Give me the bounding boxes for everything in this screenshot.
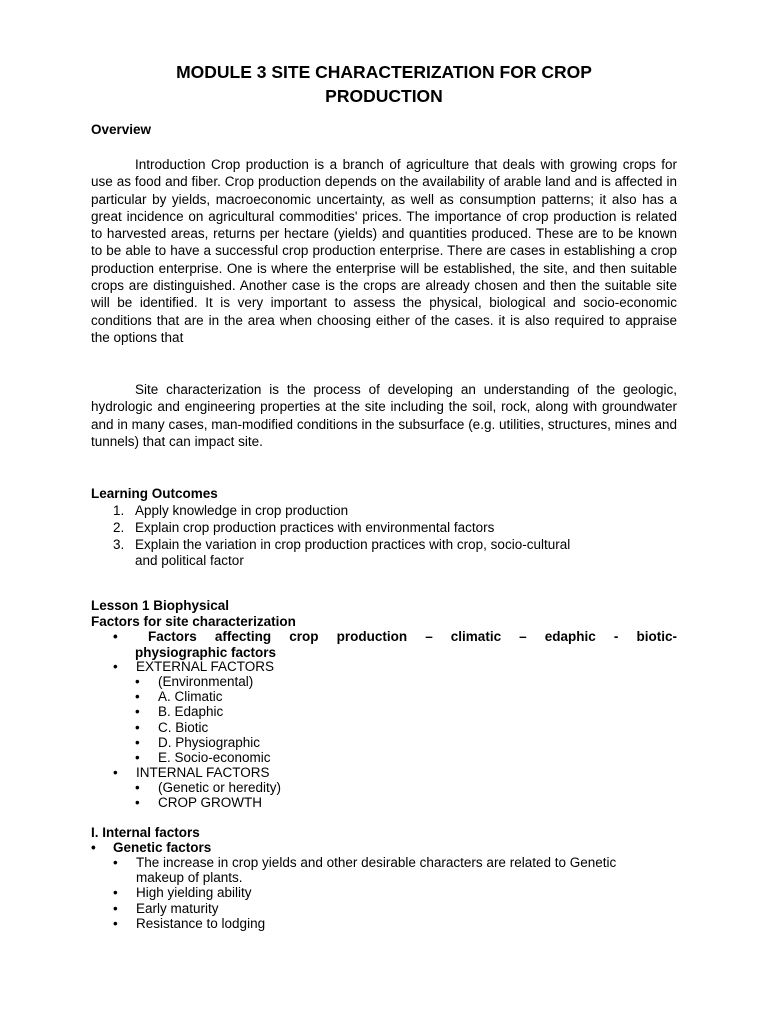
bullet-icon: • bbox=[113, 915, 118, 931]
list-item bbox=[135, 750, 271, 765]
external-factors-sublist bbox=[135, 674, 271, 765]
factors-affecting-line-2: physiographic factors bbox=[135, 644, 277, 660]
genetic-item: Early maturity bbox=[136, 900, 219, 916]
list-item bbox=[135, 689, 271, 704]
internal-factors-item bbox=[113, 765, 270, 780]
bullet-icon: • bbox=[135, 704, 140, 720]
factors-affecting-item bbox=[91, 629, 677, 660]
outcome-number: 2. bbox=[113, 519, 125, 535]
external-item: E. Socio-economic bbox=[158, 750, 271, 766]
bullet-icon: • bbox=[135, 734, 140, 750]
genetic-item-line-2: makeup of plants. bbox=[136, 870, 243, 886]
external-factors-label: EXTERNAL FACTORS bbox=[136, 659, 275, 674]
word: - bbox=[613, 629, 619, 644]
module-title bbox=[91, 60, 677, 108]
bullet-icon: • bbox=[135, 795, 140, 811]
word: Factors bbox=[148, 629, 197, 644]
list-item bbox=[135, 720, 271, 735]
title-line-2: PRODUCTION bbox=[325, 86, 443, 106]
outcome-text-line-1: Explain the variation in crop production practices with crop, socio-cultural bbox=[135, 536, 571, 552]
learning-outcomes-list bbox=[91, 503, 677, 570]
list-item bbox=[91, 537, 677, 571]
bullet-icon: • bbox=[113, 885, 118, 901]
outcome-text: Apply knowledge in crop production bbox=[135, 503, 349, 518]
genetic-factors-heading bbox=[91, 840, 211, 856]
internal-factors-label: INTERNAL FACTORS bbox=[136, 765, 270, 780]
word: crop bbox=[289, 629, 319, 644]
internal-factors-sublist bbox=[135, 780, 281, 810]
outcome-number: 1. bbox=[113, 503, 125, 518]
list-item bbox=[135, 674, 271, 689]
list-item bbox=[113, 901, 677, 916]
list-item bbox=[135, 704, 271, 719]
bullet-icon: • bbox=[91, 840, 96, 855]
bullet-icon: • bbox=[113, 855, 118, 870]
genetic-item: Resistance to lodging bbox=[136, 915, 266, 931]
internal-item: CROP GROWTH bbox=[158, 795, 262, 811]
genetic-item: High yielding ability bbox=[136, 885, 252, 901]
word: – bbox=[425, 629, 433, 644]
word: production bbox=[336, 629, 408, 644]
list-item bbox=[135, 735, 271, 750]
bullet-icon: • bbox=[135, 689, 140, 705]
list-item bbox=[113, 885, 677, 900]
bullet-icon: • bbox=[135, 780, 140, 795]
internal-factors-heading: I. Internal factors bbox=[91, 825, 200, 840]
external-item: D. Physiographic bbox=[158, 734, 261, 750]
word: edaphic bbox=[544, 629, 596, 644]
external-item: C. Biotic bbox=[158, 719, 209, 735]
list-item bbox=[113, 916, 677, 931]
bullet-icon: • bbox=[113, 659, 118, 674]
overview-paragraph-2: Site characterization is the process of developing an understanding of the geologic, hydrologic and engineering properties at the site including the soil, rock, along with groundwater and in many cases, man-modified conditions in the subsurface (e.g. utilities, structures, mines and tunnels) that can impact site. bbox=[91, 382, 677, 449]
bullet-icon: • bbox=[135, 719, 140, 735]
external-item: A. Climatic bbox=[158, 689, 223, 705]
bullet-icon: • bbox=[135, 674, 140, 689]
word: climatic bbox=[450, 629, 502, 644]
lesson-heading: Lesson 1 Biophysical bbox=[91, 598, 230, 613]
outcome-text-line-2: and political factor bbox=[135, 553, 244, 569]
word: biotic- bbox=[636, 629, 677, 644]
bullet-icon: • bbox=[113, 629, 118, 644]
bullet-icon: • bbox=[113, 900, 118, 916]
factors-affecting-line-1 bbox=[148, 629, 677, 645]
genetic-factors-list bbox=[113, 855, 677, 931]
word: affecting bbox=[214, 629, 272, 644]
title-line-1: MODULE 3 SITE CHARACTERIZATION FOR CROP bbox=[176, 62, 592, 82]
outcome-number: 3. bbox=[113, 536, 125, 552]
overview-paragraph-1: Introduction Crop production is a branch of agriculture that deals with growing crops for use as food and fiber. Crop production depends on the availability of arable land and is affected in particular by yields, macroeconomic uncertainty, as well as consumption patterns; it also has a great incidence on agricultural commodities' prices. The importance of crop production is related to harvested areas, returns per hectare (yields) and quantities produced. These are to be known to be able to have a successful crop production enterprise. There are cases in establishing a crop production enterprise. One is where the enterprise will be established, the site, and then suitable crops are distinguished. Another case is the crops are already chosen and then the suitable site will be identified. It is very important to assess the physical, biological and socio-economic conditions that are in the area when choosing either of the cases. it is also required to appraise the options that bbox=[91, 157, 677, 345]
list-item bbox=[113, 765, 270, 780]
bullet-icon: • bbox=[113, 765, 118, 780]
word: – bbox=[519, 629, 527, 644]
learning-outcomes-heading: Learning Outcomes bbox=[91, 486, 218, 501]
factors-heading: Factors for site characterization bbox=[91, 614, 296, 629]
internal-item: (Genetic or heredity) bbox=[158, 780, 282, 795]
external-item: B. Edaphic bbox=[158, 704, 224, 720]
list-item bbox=[135, 780, 281, 795]
outcome-text: Explain crop production practices with environmental factors bbox=[135, 519, 495, 535]
list-item bbox=[91, 520, 677, 537]
list-item bbox=[135, 795, 281, 810]
external-factors-item bbox=[113, 659, 274, 674]
genetic-factors-label: Genetic factors bbox=[113, 840, 212, 855]
external-item: (Environmental) bbox=[158, 674, 254, 689]
bullet-icon: • bbox=[135, 750, 140, 766]
genetic-item-line-1: The increase in crop yields and other desirable characters are related to Genetic bbox=[136, 855, 617, 870]
list-item bbox=[113, 855, 677, 885]
list-item bbox=[113, 659, 274, 674]
list-item bbox=[91, 503, 677, 520]
overview-heading: Overview bbox=[91, 122, 152, 137]
